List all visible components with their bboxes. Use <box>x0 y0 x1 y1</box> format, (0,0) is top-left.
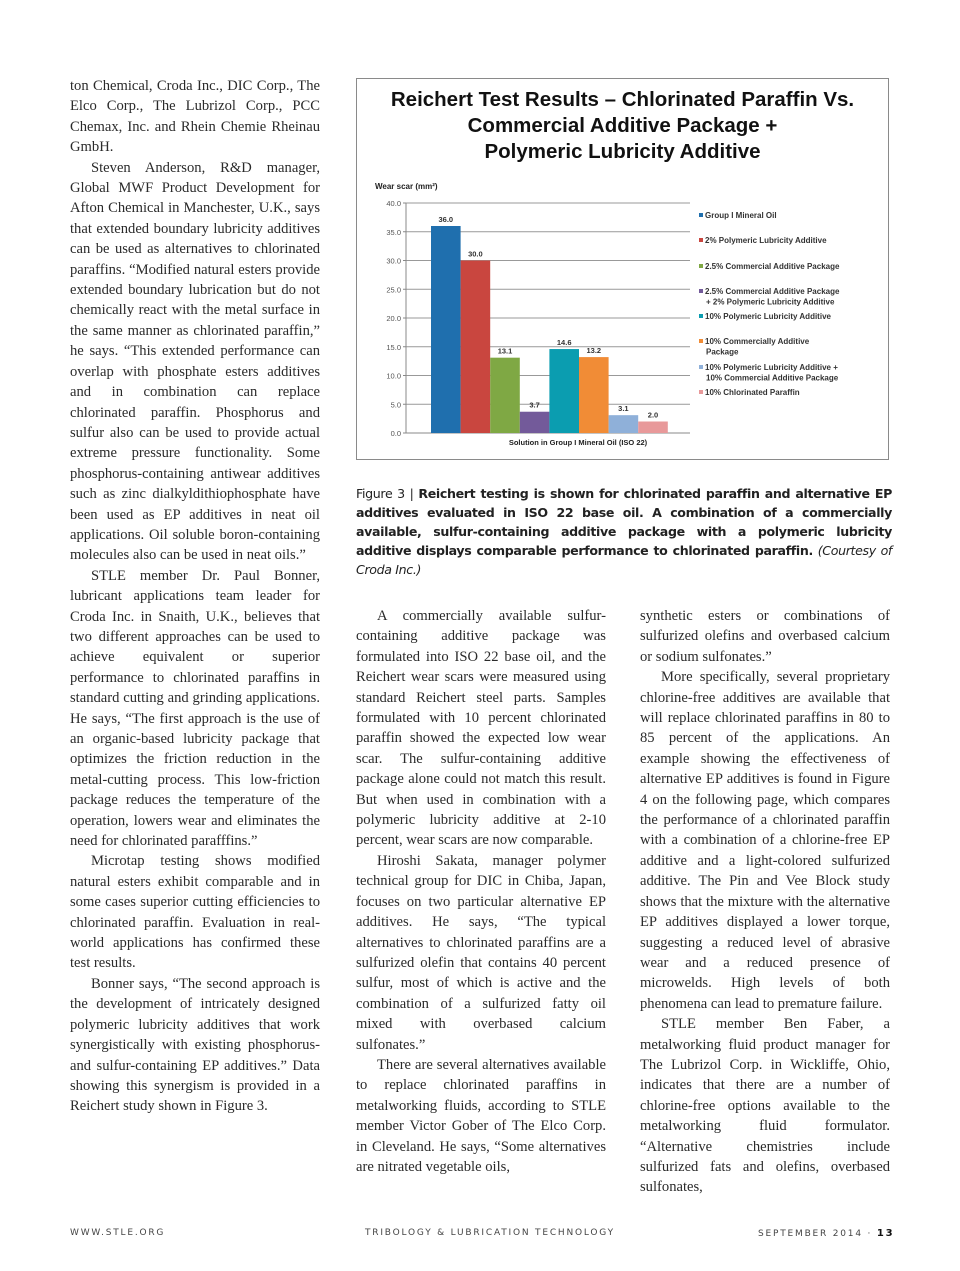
y-tick-label: 10.0 <box>386 371 401 381</box>
bar-4 <box>520 412 550 433</box>
legend-swatch <box>699 238 703 242</box>
article-column-2 <box>356 606 606 1177</box>
footer-issue-date: SEPTEMBER 2014 · <box>758 1229 873 1239</box>
paragraph: STLE member Dr. Paul Bonner, lubricant applications team leader for Croda Inc. in Snaith, U.K., believes that two different approaches can be used to achieve equivalent or superior performance to chlorinated paraffins in standard cutting and grinding applications. He says, “The first approach is the use of an organic-based lubricity package that optimizes the friction reduction in the metal-cutting process. This low-friction package reduces the temperature of the operation, lowers wear and eliminates the need for chlorinated parafffins.” <box>70 567 320 850</box>
bar-1 <box>431 226 461 433</box>
footer-website: WWW.STLE.ORG <box>70 1228 166 1238</box>
legend-swatch <box>699 314 703 318</box>
bar-2 <box>461 261 491 434</box>
legend-swatch <box>699 339 703 343</box>
y-tick-label: 35.0 <box>386 227 401 237</box>
data-label: 3.1 <box>618 404 629 414</box>
paragraph: synthetic esters or combinations of sulfurized olefins and overbased calcium or sodium sulfonates.” <box>640 608 890 665</box>
y-tick-label: 0.0 <box>390 429 401 438</box>
legend-swatch <box>699 289 703 293</box>
bar-8 <box>638 422 668 434</box>
y-tick-label: 15.0 <box>386 342 401 352</box>
y-axis-label: Wear scar (mm²) <box>375 182 438 191</box>
data-label: 3.7 <box>529 400 540 410</box>
figure-caption <box>356 484 892 579</box>
legend-label: 10% Commercially Additive <box>705 337 810 346</box>
paragraph: More specifically, several proprietary chlorine-free additives are available that will replace chlorinated paraffins in 80 to 85 percent of the applications. An example showing the effectiveness of alternative EP additives is found in Figure 4 on the following page, which compares the performance of a chlorinated paraffin with a combination of a chlorine-free EP additive and a light-colored sulfurized additive. The Pin and Vee Block study shows that the mixture with the alternative EP additives displayed a lower torque, suggesting a reduced level of abrasive wear and a reduced presence of microwelds. High levels of both phenomena can lead to premature failure. <box>640 669 890 1012</box>
y-tick-label: 5.0 <box>390 400 401 410</box>
caption-body: Reichert testing is shown for chlorinated paraffin and alternative EP additives evaluated in ISO 22 base oil. A combination of a commercially available, sulfur-containing additive package with a polymeric lubricity additive displays comparable performance to chlorinated paraffin. <box>356 486 892 558</box>
chart-title-line: Polymeric Lubricity Additive <box>484 140 761 163</box>
paragraph: There are several alternatives available to replace chlorinated paraffins in metalworking fluids, according to STLE member Victor Gober of The Elco Corp. in Cleveland. He says, “Some alternatives are nitrated vegetable oils, <box>356 1056 606 1175</box>
data-label: 14.6 <box>556 338 572 348</box>
y-tick-label: 20.0 <box>386 314 401 323</box>
paragraph: A commercially available sulfur-containing additive package was formulated into ISO 22 base oil, and the Reichert wear scars were measured using standard Reichert steel parts. Samples formulated with 10 percent chlorinated paraffin showed the expected low wear scar. The sulfur-containing additive package alone could not match this result. But when used in combination with a polymeric lubricity additive at 2-10 percent, wear scars are now comparable. <box>356 608 606 849</box>
paragraph: Microtap testing shows modified natural esters exhibit comparable and in some cases superior cutting efficiencies to chlorinated paraffin. Evaluation in real-world applications has confirmed these test results. <box>70 853 320 972</box>
footer-publication: TRIBOLOGY & LUBRICATION TECHNOLOGY <box>365 1228 615 1238</box>
x-axis-label: Solution in Group I Mineral Oil (ISO 22) <box>508 438 648 447</box>
legend-label: 10% Chlorinated Paraffin <box>705 388 800 397</box>
figure-3-chart <box>356 78 889 460</box>
legend-label: 10% Polymeric Lubricity Additive <box>705 312 831 321</box>
legend-label: Group I Mineral Oil <box>705 211 777 220</box>
legend-swatch <box>699 213 703 217</box>
caption-credit: (Courtesy of Croda Inc.) <box>356 543 893 577</box>
bar-7 <box>609 415 639 433</box>
legend-label: 2.5% Commercial Additive Package <box>705 287 840 296</box>
legend-label: Package <box>706 347 739 357</box>
chart-title-line: Commercial Additive Package + <box>467 114 778 137</box>
legend-swatch <box>699 390 703 394</box>
paragraph: ton Chemical, Croda Inc., DIC Corp., The Elco Corp., The Lubrizol Corp., PCC Chemax, Inc. and Rhein Chemie Rheinau GmbH. <box>70 78 320 156</box>
article-column-3 <box>640 606 890 1198</box>
caption-label: Figure 3 | <box>356 486 419 501</box>
bar-3 <box>490 358 520 433</box>
legend-swatch <box>699 264 703 268</box>
paragraph: STLE member Ben Faber, a metalworking fluid product manager for The Lubrizol Corp. in Wickliffe, Ohio, indicates that there are a number of chlorine-free options available to the metalworking fluid formulator. “Alternative chemistries include sulfurized fats and olefins, overbased sulfonates, <box>640 1016 890 1196</box>
y-tick-label: 25.0 <box>386 285 401 295</box>
y-tick-label: 40.0 <box>386 199 401 208</box>
bar-5 <box>549 349 579 433</box>
data-label: 30.0 <box>468 249 483 259</box>
article-column-1 <box>70 76 320 1117</box>
data-label: 36.0 <box>438 215 454 224</box>
y-tick-label: 30.0 <box>386 256 401 266</box>
paragraph: Bonner says, “The second approach is the development of intricately designed polymeric lubricity additives that work synergistically with existing phosphorus- and sulfur-containing EP additives.” Data showing this synergism is provided in a Reichert study shown in Figure 3. <box>70 975 320 1115</box>
data-label: 13.2 <box>586 346 602 356</box>
data-label: 13.1 <box>497 346 513 356</box>
chart-plot <box>357 79 890 461</box>
legend-label: 10% Commercial Additive Package <box>706 373 839 383</box>
legend-label: 10% Polymeric Lubricity Additive + <box>705 363 838 372</box>
page-number: 13 <box>876 1228 895 1239</box>
data-label: 2.0 <box>647 410 659 420</box>
legend-label: 2.5% Commercial Additive Package <box>705 262 840 271</box>
legend-label: + 2% Polymeric Lubricity Additive <box>706 297 835 307</box>
bar-6 <box>579 357 609 433</box>
footer-issue <box>758 1228 894 1239</box>
legend-label: 2% Polymeric Lubricity Additive <box>705 236 827 245</box>
paragraph: Steven Anderson, R&D manager, Global MWF Product Development for Afton Chemical in Manchester, U.K., says that extended boundary lubricity additives can be used as alternatives to chlorinated paraffins. “Modified natural esters provide extended boundary lubrication but do not chemically react with the metal surface in the same manner as chlorinated paraffin,” he says. “This extended performance can overlap with phosphate esters additives and in combination can replace chlorinated paraffin. Phosphorus and sulfur also can be used to provide actual extreme pressure functionality. Some phosphorus-containing antiwear additives such as zinc dialkyldithiophosphate have been used as EP additives in neat oil applications. Oil soluble boron-containing molecules also can be used in neat oils.” <box>70 159 320 564</box>
chart-title-line: Reichert Test Results – Chlorinated Paraffin Vs. <box>390 88 855 111</box>
paragraph: Hiroshi Sakata, manager polymer technical group for DIC in Chiba, Japan, focuses on two particular alternative EP additives. He says, “The typical alternatives to chlorinated paraffins are a sulfurized olefin that contains 40 percent sulfur, most of which is active and the combination of a sulfurized fatty oil mixed with overbased calcium sulfonates.” <box>356 852 606 1053</box>
legend-swatch <box>699 365 703 369</box>
